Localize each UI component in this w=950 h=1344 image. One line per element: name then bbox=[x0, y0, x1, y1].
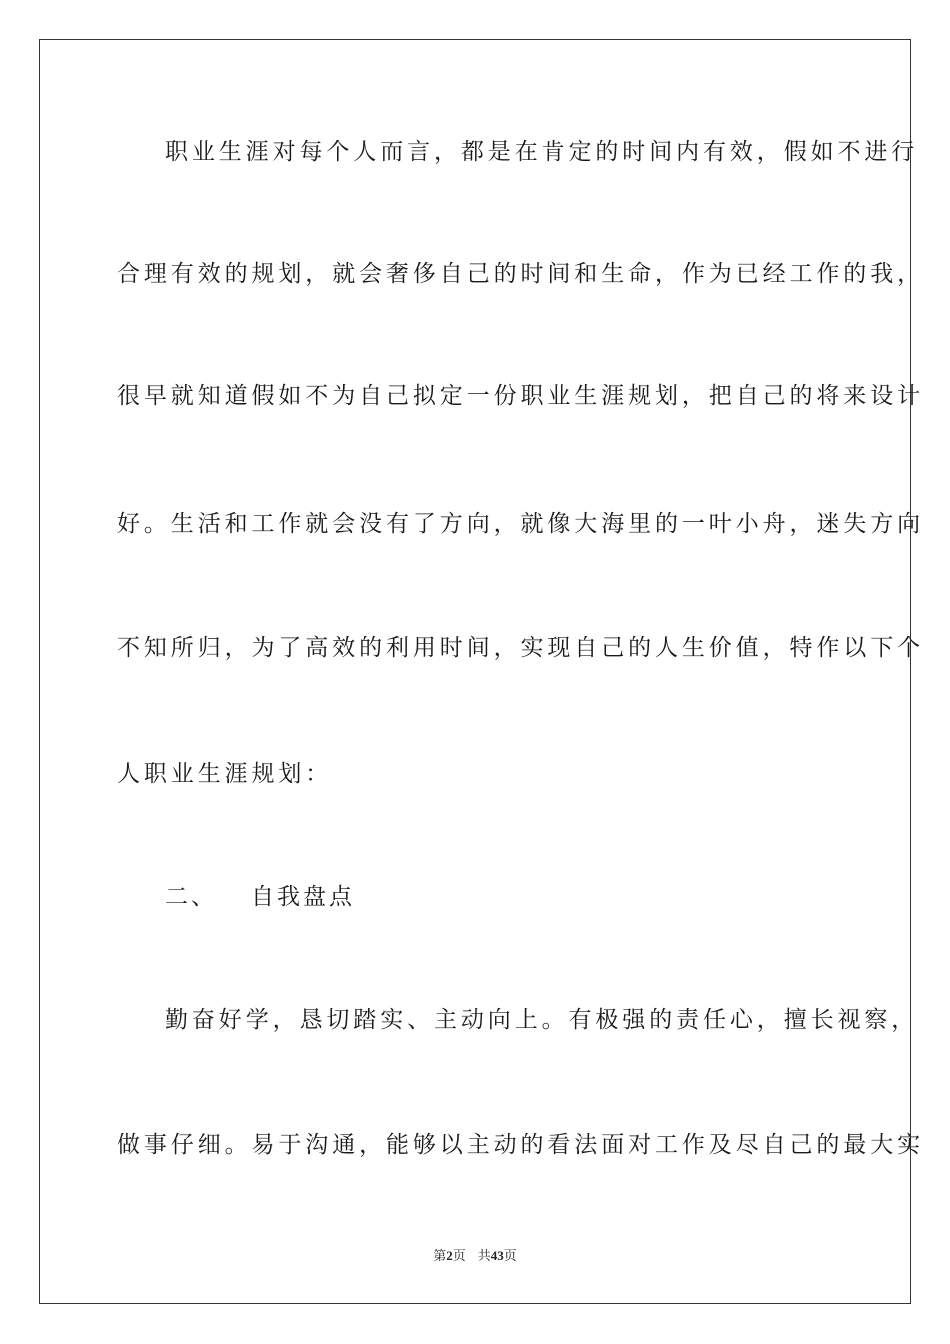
paragraph-line-1: 职业生涯对每个人而言，都是在肯定的时间内有效，假如不进行 bbox=[165, 139, 919, 165]
footer-page-number: 2 bbox=[446, 1248, 453, 1263]
paragraph-line-5: 不知所归，为了高效的利用时间，实现自己的人生价值，特作以下个 bbox=[117, 635, 924, 661]
footer-total-suffix: 页 bbox=[503, 1249, 517, 1264]
page-border bbox=[39, 39, 924, 1304]
paragraph-line-4: 好。生活和工作就会没有了方向，就像大海里的一叶小舟，迷失方向 bbox=[117, 511, 924, 537]
paragraph-line-6: 人职业生涯规划： bbox=[117, 761, 333, 787]
section-title: 自我盘点 bbox=[251, 884, 355, 910]
paragraph-line-7: 勤奋好学，恳切踏实、主动向上。有极强的责任心，擅长视察， bbox=[165, 1007, 919, 1033]
paragraph-line-8: 做事仔细。易于沟通，能够以主动的看法面对工作及尽自己的最大实 bbox=[117, 1132, 924, 1158]
paragraph-line-2: 合理有效的规划，就会奢侈自己的时间和生命，作为已经工作的我， bbox=[117, 261, 924, 287]
section-number: 二、 bbox=[165, 884, 217, 910]
section-heading bbox=[165, 882, 881, 912]
footer-total-prefix: 共 bbox=[477, 1249, 491, 1264]
paragraph-line-3: 很早就知道假如不为自己拟定一份职业生涯规划，把自己的将来设计 bbox=[117, 383, 924, 409]
footer-page-prefix: 第 bbox=[433, 1249, 447, 1264]
footer-total-pages: 43 bbox=[490, 1248, 504, 1263]
footer-page-suffix: 页 bbox=[452, 1249, 466, 1264]
page-footer bbox=[0, 1247, 950, 1266]
